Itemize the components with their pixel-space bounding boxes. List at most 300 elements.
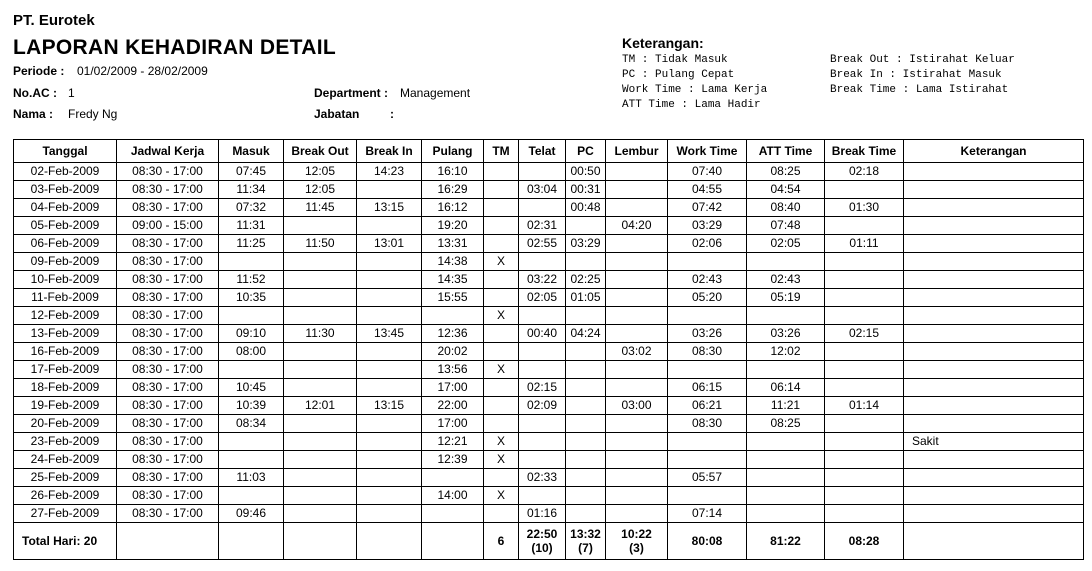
cell-break-time: 01:14 bbox=[825, 397, 904, 415]
total-att-time: 81:22 bbox=[747, 523, 825, 560]
cell-masuk bbox=[219, 487, 284, 505]
cell-break-out bbox=[284, 469, 357, 487]
cell-telat bbox=[519, 415, 566, 433]
table-row bbox=[14, 163, 1084, 181]
cell-tanggal: 18-Feb-2009 bbox=[14, 379, 117, 397]
cell-lembur bbox=[606, 379, 668, 397]
cell-tanggal: 13-Feb-2009 bbox=[14, 325, 117, 343]
table-row bbox=[14, 379, 1084, 397]
totals-row bbox=[14, 523, 1084, 560]
table-row bbox=[14, 289, 1084, 307]
cell-break-in bbox=[357, 181, 422, 199]
cell-tm bbox=[484, 379, 519, 397]
cell-masuk: 08:34 bbox=[219, 415, 284, 433]
cell-lembur bbox=[606, 487, 668, 505]
cell-lembur bbox=[606, 235, 668, 253]
cell-telat bbox=[519, 253, 566, 271]
cell-work-time: 03:26 bbox=[668, 325, 747, 343]
cell-att-time: 11:21 bbox=[747, 397, 825, 415]
cell-jadwal-kerja: 08:30 - 17:00 bbox=[117, 235, 219, 253]
cell-keterangan bbox=[904, 361, 1084, 379]
cell-jadwal-kerja: 08:30 - 17:00 bbox=[117, 433, 219, 451]
cell-break-in bbox=[357, 361, 422, 379]
cell-masuk: 11:52 bbox=[219, 271, 284, 289]
cell-work-time: 07:40 bbox=[668, 163, 747, 181]
cell-break-in: 13:01 bbox=[357, 235, 422, 253]
cell-jadwal-kerja: 08:30 - 17:00 bbox=[117, 199, 219, 217]
cell-pc bbox=[566, 343, 606, 361]
cell-tm bbox=[484, 343, 519, 361]
cell-pc bbox=[566, 505, 606, 523]
column-header-pulang: Pulang bbox=[422, 140, 484, 163]
cell-tanggal: 26-Feb-2009 bbox=[14, 487, 117, 505]
cell-lembur bbox=[606, 271, 668, 289]
cell-jadwal-kerja: 08:30 - 17:00 bbox=[117, 163, 219, 181]
column-header-break-in: Break In bbox=[357, 140, 422, 163]
table-row bbox=[14, 469, 1084, 487]
cell-masuk bbox=[219, 361, 284, 379]
total-lembur bbox=[606, 523, 668, 560]
cell-pulang: 13:56 bbox=[422, 361, 484, 379]
cell-telat bbox=[519, 163, 566, 181]
cell-telat: 01:16 bbox=[519, 505, 566, 523]
cell-break-time bbox=[825, 217, 904, 235]
cell-telat bbox=[519, 307, 566, 325]
cell-jadwal-kerja: 08:30 - 17:00 bbox=[117, 451, 219, 469]
cell-lembur bbox=[606, 469, 668, 487]
table-row bbox=[14, 505, 1084, 523]
total-jadwal bbox=[117, 523, 219, 560]
cell-work-time bbox=[668, 253, 747, 271]
cell-jadwal-kerja: 08:30 - 17:00 bbox=[117, 379, 219, 397]
cell-break-in bbox=[357, 379, 422, 397]
cell-tanggal: 04-Feb-2009 bbox=[14, 199, 117, 217]
total-keterangan bbox=[904, 523, 1084, 560]
cell-tm bbox=[484, 505, 519, 523]
table-row bbox=[14, 343, 1084, 361]
cell-work-time bbox=[668, 361, 747, 379]
cell-jadwal-kerja: 08:30 - 17:00 bbox=[117, 343, 219, 361]
periode-value: 01/02/2009 - 28/02/2009 bbox=[77, 64, 208, 78]
cell-break-in: 13:15 bbox=[357, 199, 422, 217]
cell-break-out bbox=[284, 433, 357, 451]
cell-keterangan bbox=[904, 415, 1084, 433]
cell-pulang bbox=[422, 307, 484, 325]
cell-break-time bbox=[825, 181, 904, 199]
total-telat-time: 22:50 bbox=[526, 527, 558, 541]
total-telat-count: (10) bbox=[531, 541, 553, 555]
total-tm: 6 bbox=[484, 523, 519, 560]
cell-telat: 02:15 bbox=[519, 379, 566, 397]
cell-att-time: 08:40 bbox=[747, 199, 825, 217]
cell-pulang: 13:31 bbox=[422, 235, 484, 253]
cell-att-time: 02:43 bbox=[747, 271, 825, 289]
cell-tm bbox=[484, 235, 519, 253]
total-pc bbox=[566, 523, 606, 560]
cell-lembur bbox=[606, 361, 668, 379]
cell-break-out bbox=[284, 451, 357, 469]
cell-tm bbox=[484, 289, 519, 307]
cell-break-in bbox=[357, 415, 422, 433]
cell-tm: X bbox=[484, 361, 519, 379]
cell-tanggal: 25-Feb-2009 bbox=[14, 469, 117, 487]
cell-jadwal-kerja: 08:30 - 17:00 bbox=[117, 289, 219, 307]
cell-tm bbox=[484, 217, 519, 235]
cell-masuk: 11:34 bbox=[219, 181, 284, 199]
cell-break-out bbox=[284, 271, 357, 289]
cell-break-time bbox=[825, 343, 904, 361]
cell-telat: 02:09 bbox=[519, 397, 566, 415]
cell-break-out bbox=[284, 343, 357, 361]
cell-tanggal: 10-Feb-2009 bbox=[14, 271, 117, 289]
cell-break-in bbox=[357, 469, 422, 487]
cell-lembur bbox=[606, 307, 668, 325]
cell-att-time bbox=[747, 451, 825, 469]
cell-telat: 03:04 bbox=[519, 181, 566, 199]
table-row bbox=[14, 181, 1084, 199]
cell-masuk bbox=[219, 253, 284, 271]
cell-lembur bbox=[606, 433, 668, 451]
cell-break-out bbox=[284, 415, 357, 433]
legend-right-1: Break In : Istirahat Masuk bbox=[830, 69, 1002, 81]
cell-pc bbox=[566, 397, 606, 415]
cell-pulang: 12:21 bbox=[422, 433, 484, 451]
column-header-jadwal-kerja: Jadwal Kerja bbox=[117, 140, 219, 163]
cell-pulang: 15:55 bbox=[422, 289, 484, 307]
cell-pc: 04:24 bbox=[566, 325, 606, 343]
department-label: Department : bbox=[314, 86, 389, 100]
cell-break-time: 02:15 bbox=[825, 325, 904, 343]
cell-tm: X bbox=[484, 433, 519, 451]
cell-masuk: 10:39 bbox=[219, 397, 284, 415]
cell-pc bbox=[566, 469, 606, 487]
cell-pc bbox=[566, 217, 606, 235]
cell-keterangan bbox=[904, 181, 1084, 199]
cell-att-time: 12:02 bbox=[747, 343, 825, 361]
cell-pc: 00:48 bbox=[566, 199, 606, 217]
cell-tm bbox=[484, 469, 519, 487]
cell-pulang: 17:00 bbox=[422, 415, 484, 433]
cell-pc bbox=[566, 361, 606, 379]
column-header-att-time: ATT Time bbox=[747, 140, 825, 163]
cell-lembur bbox=[606, 181, 668, 199]
cell-tanggal: 03-Feb-2009 bbox=[14, 181, 117, 199]
cell-telat bbox=[519, 487, 566, 505]
cell-pc: 00:31 bbox=[566, 181, 606, 199]
cell-pulang: 17:00 bbox=[422, 379, 484, 397]
cell-masuk: 11:25 bbox=[219, 235, 284, 253]
cell-pulang: 14:00 bbox=[422, 487, 484, 505]
cell-break-time bbox=[825, 361, 904, 379]
cell-break-out bbox=[284, 289, 357, 307]
attendance-table bbox=[13, 139, 1084, 560]
cell-att-time bbox=[747, 307, 825, 325]
cell-tanggal: 17-Feb-2009 bbox=[14, 361, 117, 379]
cell-pulang bbox=[422, 469, 484, 487]
cell-break-time bbox=[825, 451, 904, 469]
cell-work-time: 06:15 bbox=[668, 379, 747, 397]
cell-tm: X bbox=[484, 487, 519, 505]
total-telat bbox=[519, 523, 566, 560]
cell-telat: 02:33 bbox=[519, 469, 566, 487]
cell-att-time: 08:25 bbox=[747, 163, 825, 181]
cell-break-time: 02:18 bbox=[825, 163, 904, 181]
department-value: Management bbox=[400, 86, 471, 100]
cell-jadwal-kerja: 08:30 - 17:00 bbox=[117, 253, 219, 271]
cell-jadwal-kerja: 08:30 - 17:00 bbox=[117, 415, 219, 433]
column-header-tm: TM bbox=[484, 140, 519, 163]
table-row bbox=[14, 235, 1084, 253]
cell-tm: X bbox=[484, 253, 519, 271]
nama-label: Nama : bbox=[13, 107, 54, 121]
cell-break-out: 11:30 bbox=[284, 325, 357, 343]
cell-pc bbox=[566, 379, 606, 397]
legend-left-0: TM : Tidak Masuk bbox=[622, 54, 728, 66]
cell-jadwal-kerja: 08:30 - 17:00 bbox=[117, 181, 219, 199]
cell-pulang: 20:02 bbox=[422, 343, 484, 361]
cell-masuk: 11:03 bbox=[219, 469, 284, 487]
cell-break-out bbox=[284, 361, 357, 379]
cell-masuk: 07:45 bbox=[219, 163, 284, 181]
cell-jadwal-kerja: 08:30 - 17:00 bbox=[117, 469, 219, 487]
cell-jadwal-kerja: 08:30 - 17:00 bbox=[117, 397, 219, 415]
cell-keterangan bbox=[904, 379, 1084, 397]
periode-label: Periode : bbox=[13, 64, 65, 78]
cell-pc bbox=[566, 253, 606, 271]
table-row bbox=[14, 415, 1084, 433]
total-pc-time: 13:32 bbox=[570, 527, 601, 541]
cell-tanggal: 24-Feb-2009 bbox=[14, 451, 117, 469]
table-row bbox=[14, 217, 1084, 235]
cell-lembur bbox=[606, 451, 668, 469]
cell-keterangan bbox=[904, 271, 1084, 289]
cell-pc bbox=[566, 415, 606, 433]
cell-tm: X bbox=[484, 307, 519, 325]
cell-lembur bbox=[606, 289, 668, 307]
cell-break-in bbox=[357, 433, 422, 451]
cell-break-out bbox=[284, 379, 357, 397]
cell-tm bbox=[484, 415, 519, 433]
cell-jadwal-kerja: 08:30 - 17:00 bbox=[117, 307, 219, 325]
cell-lembur bbox=[606, 505, 668, 523]
cell-pulang: 16:12 bbox=[422, 199, 484, 217]
cell-keterangan bbox=[904, 307, 1084, 325]
cell-work-time: 03:29 bbox=[668, 217, 747, 235]
jabatan-separator: : bbox=[390, 107, 394, 121]
cell-telat bbox=[519, 361, 566, 379]
table-row bbox=[14, 325, 1084, 343]
cell-att-time bbox=[747, 253, 825, 271]
cell-lembur bbox=[606, 253, 668, 271]
cell-work-time: 02:43 bbox=[668, 271, 747, 289]
cell-break-in bbox=[357, 343, 422, 361]
table-row bbox=[14, 307, 1084, 325]
noac-label: No.AC : bbox=[13, 86, 57, 100]
cell-lembur bbox=[606, 415, 668, 433]
cell-work-time bbox=[668, 451, 747, 469]
nama-value: Fredy Ng bbox=[68, 107, 118, 121]
cell-pc bbox=[566, 433, 606, 451]
cell-tanggal: 20-Feb-2009 bbox=[14, 415, 117, 433]
cell-masuk: 07:32 bbox=[219, 199, 284, 217]
cell-break-out: 11:45 bbox=[284, 199, 357, 217]
cell-masuk: 10:45 bbox=[219, 379, 284, 397]
cell-break-out bbox=[284, 505, 357, 523]
cell-jadwal-kerja: 08:30 - 17:00 bbox=[117, 361, 219, 379]
cell-work-time: 04:55 bbox=[668, 181, 747, 199]
cell-att-time: 08:25 bbox=[747, 415, 825, 433]
column-header-break-out: Break Out bbox=[284, 140, 357, 163]
table-row bbox=[14, 487, 1084, 505]
company-name: PT. Eurotek bbox=[13, 12, 95, 29]
cell-break-in bbox=[357, 289, 422, 307]
cell-break-in bbox=[357, 451, 422, 469]
cell-break-time: 01:11 bbox=[825, 235, 904, 253]
cell-break-in: 13:45 bbox=[357, 325, 422, 343]
cell-break-in bbox=[357, 487, 422, 505]
cell-att-time: 07:48 bbox=[747, 217, 825, 235]
report-title: LAPORAN KEHADIRAN DETAIL bbox=[13, 36, 336, 59]
cell-work-time: 07:14 bbox=[668, 505, 747, 523]
cell-tm bbox=[484, 199, 519, 217]
legend-left-1: PC : Pulang Cepat bbox=[622, 69, 735, 81]
cell-tanggal: 11-Feb-2009 bbox=[14, 289, 117, 307]
cell-break-time bbox=[825, 433, 904, 451]
cell-keterangan bbox=[904, 289, 1084, 307]
cell-tanggal: 19-Feb-2009 bbox=[14, 397, 117, 415]
cell-tm: X bbox=[484, 451, 519, 469]
cell-lembur bbox=[606, 325, 668, 343]
cell-telat: 00:40 bbox=[519, 325, 566, 343]
cell-masuk: 09:46 bbox=[219, 505, 284, 523]
cell-pc: 00:50 bbox=[566, 163, 606, 181]
cell-break-time bbox=[825, 469, 904, 487]
cell-tanggal: 27-Feb-2009 bbox=[14, 505, 117, 523]
total-pulang bbox=[422, 523, 484, 560]
cell-att-time: 06:14 bbox=[747, 379, 825, 397]
cell-tm bbox=[484, 397, 519, 415]
column-header-masuk: Masuk bbox=[219, 140, 284, 163]
legend-title: Keterangan: bbox=[622, 35, 704, 51]
cell-keterangan: Sakit bbox=[904, 433, 1084, 451]
cell-telat bbox=[519, 433, 566, 451]
cell-break-time bbox=[825, 379, 904, 397]
cell-tanggal: 23-Feb-2009 bbox=[14, 433, 117, 451]
table-row bbox=[14, 451, 1084, 469]
cell-lembur bbox=[606, 163, 668, 181]
column-header-work-time: Work Time bbox=[668, 140, 747, 163]
cell-jadwal-kerja: 08:30 - 17:00 bbox=[117, 271, 219, 289]
total-lembur-time: 10:22 bbox=[621, 527, 652, 541]
cell-pulang: 12:36 bbox=[422, 325, 484, 343]
cell-break-out bbox=[284, 487, 357, 505]
cell-work-time bbox=[668, 487, 747, 505]
cell-break-out: 12:05 bbox=[284, 181, 357, 199]
cell-work-time: 07:42 bbox=[668, 199, 747, 217]
cell-pulang: 19:20 bbox=[422, 217, 484, 235]
cell-keterangan bbox=[904, 451, 1084, 469]
cell-tm bbox=[484, 271, 519, 289]
cell-att-time: 05:19 bbox=[747, 289, 825, 307]
cell-tm bbox=[484, 325, 519, 343]
cell-work-time: 02:06 bbox=[668, 235, 747, 253]
cell-att-time: 04:54 bbox=[747, 181, 825, 199]
cell-pc bbox=[566, 451, 606, 469]
column-header-pc: PC bbox=[566, 140, 606, 163]
table-header-row bbox=[14, 140, 1084, 163]
cell-work-time: 05:57 bbox=[668, 469, 747, 487]
table-row bbox=[14, 253, 1084, 271]
cell-lembur bbox=[606, 199, 668, 217]
total-break-out bbox=[284, 523, 357, 560]
cell-keterangan bbox=[904, 253, 1084, 271]
cell-lembur: 03:00 bbox=[606, 397, 668, 415]
cell-break-time bbox=[825, 415, 904, 433]
legend-left-3: ATT Time : Lama Hadir bbox=[622, 99, 761, 111]
cell-break-out: 12:05 bbox=[284, 163, 357, 181]
cell-break-out: 11:50 bbox=[284, 235, 357, 253]
cell-keterangan bbox=[904, 505, 1084, 523]
cell-telat bbox=[519, 451, 566, 469]
table-row bbox=[14, 433, 1084, 451]
cell-keterangan bbox=[904, 469, 1084, 487]
total-lembur-count: (3) bbox=[629, 541, 644, 555]
cell-tanggal: 16-Feb-2009 bbox=[14, 343, 117, 361]
legend-left-2: Work Time : Lama Kerja bbox=[622, 84, 768, 96]
table-row bbox=[14, 397, 1084, 415]
cell-att-time: 03:26 bbox=[747, 325, 825, 343]
cell-att-time bbox=[747, 505, 825, 523]
cell-keterangan bbox=[904, 343, 1084, 361]
cell-tanggal: 06-Feb-2009 bbox=[14, 235, 117, 253]
table-row bbox=[14, 271, 1084, 289]
cell-pc bbox=[566, 307, 606, 325]
cell-pulang bbox=[422, 505, 484, 523]
total-pc-count: (7) bbox=[578, 541, 593, 555]
cell-att-time bbox=[747, 469, 825, 487]
cell-break-out bbox=[284, 217, 357, 235]
cell-break-time bbox=[825, 487, 904, 505]
cell-tanggal: 02-Feb-2009 bbox=[14, 163, 117, 181]
cell-pulang: 16:10 bbox=[422, 163, 484, 181]
cell-pulang: 12:39 bbox=[422, 451, 484, 469]
cell-lembur: 03:02 bbox=[606, 343, 668, 361]
cell-pulang: 16:29 bbox=[422, 181, 484, 199]
cell-work-time: 06:21 bbox=[668, 397, 747, 415]
legend-right-0: Break Out : Istirahat Keluar bbox=[830, 54, 1015, 66]
cell-break-out: 12:01 bbox=[284, 397, 357, 415]
cell-break-time bbox=[825, 253, 904, 271]
cell-tanggal: 09-Feb-2009 bbox=[14, 253, 117, 271]
cell-break-time bbox=[825, 289, 904, 307]
noac-value: 1 bbox=[68, 86, 75, 100]
cell-keterangan bbox=[904, 217, 1084, 235]
cell-telat: 02:55 bbox=[519, 235, 566, 253]
cell-break-in bbox=[357, 505, 422, 523]
cell-tm bbox=[484, 163, 519, 181]
cell-att-time bbox=[747, 433, 825, 451]
legend-right-2: Break Time : Lama Istirahat bbox=[830, 84, 1009, 96]
cell-telat bbox=[519, 199, 566, 217]
cell-masuk: 08:00 bbox=[219, 343, 284, 361]
cell-break-in bbox=[357, 253, 422, 271]
column-header-keterangan: Keterangan bbox=[904, 140, 1084, 163]
cell-break-out bbox=[284, 307, 357, 325]
cell-work-time bbox=[668, 433, 747, 451]
cell-tanggal: 12-Feb-2009 bbox=[14, 307, 117, 325]
cell-break-in: 13:15 bbox=[357, 397, 422, 415]
cell-masuk bbox=[219, 451, 284, 469]
